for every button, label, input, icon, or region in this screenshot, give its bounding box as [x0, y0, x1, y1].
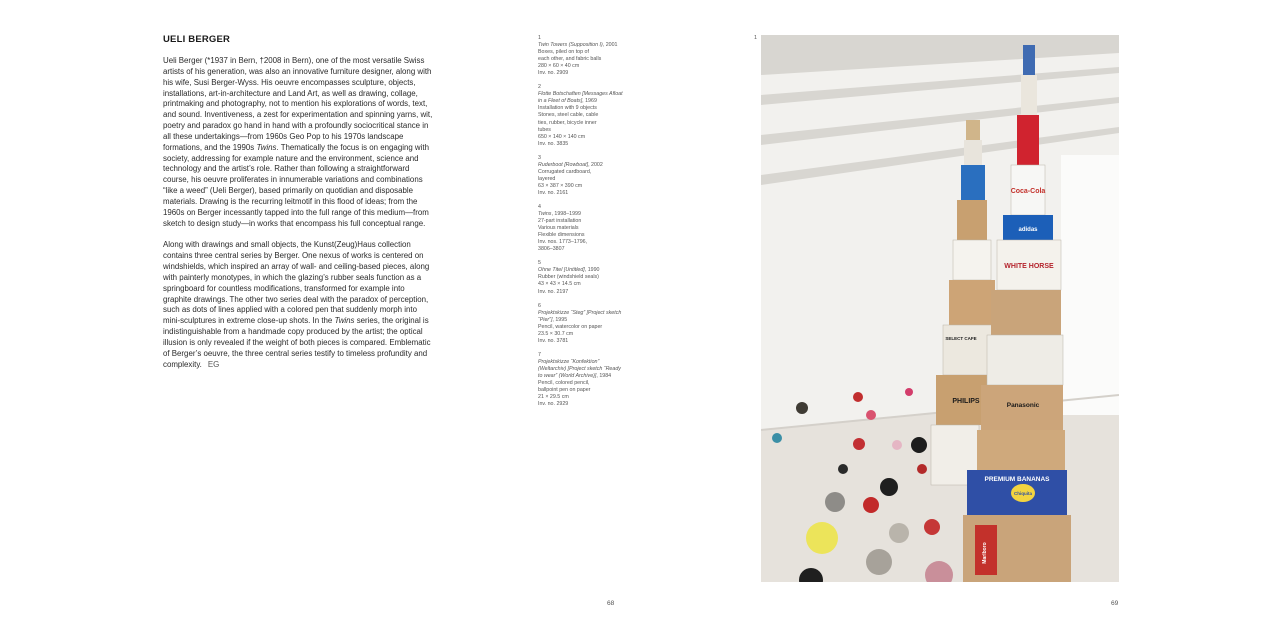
page-number-left: 68 [607, 600, 615, 607]
caption-line: 63 × 387 × 390 cm [538, 182, 583, 189]
caption-line: ballpoint pen on paper [538, 387, 591, 394]
box-label-chiquita: Chiquita [1014, 491, 1032, 496]
figure-number: 1 [754, 35, 758, 41]
caption-date: , 2001 [602, 42, 618, 49]
caption-title: Ohne Titel [Untitled] [538, 267, 585, 274]
caption-line: 3806–3807 [538, 246, 565, 253]
caption-line: 27-part installation [538, 218, 582, 225]
caption-title: Twin Towers (Supposition I) [538, 42, 603, 49]
box-label-coca-cola: Coca-Cola [1010, 188, 1046, 195]
caption-line: 280 × 60 × 40 cm [538, 63, 580, 70]
caption-line: Boxes, piled on top of [538, 49, 589, 56]
caption-date: , 1990 [584, 267, 600, 274]
caption-line: Installation with 9 objects [538, 105, 597, 112]
caption-date: , 2002 [588, 161, 603, 168]
box-label-panasonic: Panasonic [1006, 402, 1040, 409]
essay-body [163, 56, 435, 381]
box-label-select-cafe: SELECT CAFE [945, 336, 977, 341]
caption-number: 4 [538, 203, 541, 210]
caption-line: Rubber (windshield seals) [538, 274, 599, 281]
caption-line: Inv. no. 2909 [538, 70, 569, 77]
caption-date: , 1998–1999 [551, 211, 581, 218]
caption-date: , 1969 [582, 98, 597, 105]
caption-5 [538, 260, 624, 295]
box-label-adidas: adidas [1018, 227, 1038, 233]
paragraph-2-text-a: Along with drawings and small objects, the Kunst(Zeug)Haus collection contains three central series by Berger. One nexus of works is centered on windshields, which inspired an array of wall- and ceiling-based pieces, along with painterly monotypes, in which the glazing’s rubber seals function as a springboard for countless modifications, transformed for example into graphite drawings. The other two series deal with the paradox of perception, such as dots of lines applied with a colored pen that suddenly morph into mini-sculptures in extreme close-up shots. In the [163, 240, 430, 326]
caption-title: Twins [538, 211, 552, 218]
caption-line: Inv. nos. 1773–1796, [538, 239, 588, 246]
caption-3 [538, 155, 624, 197]
caption-line: 23.5 × 30.7 cm [538, 330, 574, 337]
caption-line: Inv. no. 2161 [538, 189, 569, 196]
caption-column [538, 35, 624, 415]
caption-date: , 1984 [596, 372, 612, 379]
caption-2 [538, 84, 624, 147]
caption-number: 1 [538, 35, 541, 41]
caption-line: layered [538, 175, 556, 182]
box-label-white-horse: WHITE HORSE [1004, 263, 1054, 270]
paragraph-1-text-b: . Thematically the focus is on engaging with society, addressing for example nature and the environment, science and technology and the artist’s role. Rather than following a straightforward course, his oeuvre proliferates in innumerable variations and combinations “like a weed” (Ueli Berger), based primarily on quotidian and disposable materials. Drawing is the recurring leitmotif in this flood of ideas; from the 1960s on Berger incessantly tapped into the full range of this medium—from sketch to design study—in works that encompass his full conceptual range. [163, 142, 429, 228]
installation-photo-drawing [761, 35, 1119, 582]
caption-number: 2 [538, 84, 541, 91]
caption-line: Inv. no. 3835 [538, 140, 569, 147]
caption-line: Flexible dimensions [538, 232, 585, 239]
caption-line: Pencil, watercolor on paper [538, 323, 603, 330]
caption-date: , 1995 [552, 316, 568, 323]
paragraph-2-text-b: series, the original is indistinguishable from a handmade copy produced by the artist; the optical illusion is only revealed if the weight of both pieces is compared. Emblematic of Berger’s oeuvre, the three central series testify to timeless profundity and complexity. [163, 316, 431, 369]
caption-number: 5 [538, 260, 541, 267]
caption-line: 43 × 43 × 14.5 cm [538, 281, 581, 288]
caption-number: 6 [538, 302, 541, 309]
caption-title: Ruderboot [Rowboat] [538, 161, 589, 168]
caption-1 [538, 35, 624, 77]
essay-paragraph-1 [163, 56, 435, 230]
paragraph-1-text-a: Ueli Berger (*1937 in Bern, †2008 in Bern), one of the most versatile Swiss artists of his generation, was also an innovative furniture designer, along with his wife, Susi Berger-Wyss. His oeuvre encompasses sculpture, objects, installations, art-in-architecture and Land Art, as well as drawing, collage, printmaking and photography, not to mention his explorations of words, text, and sound. Inventiveness, a zest for experimentation and spinning yarns, wit, poetry and paradox go hand in hand with a profoundly sociocritical stance in all these undertakings—from 1960s Geo Pop to his 1970s landscape formations, and the 1990s [163, 56, 433, 152]
box-label-philips: PHILIPS [952, 398, 980, 405]
installation-photo [761, 35, 1119, 582]
caption-line: Pencil, colored pencil, [538, 380, 590, 387]
right-page [640, 0, 1280, 640]
caption-line: 650 × 140 × 140 cm [538, 133, 586, 140]
caption-title: Projektskizze “Konfektion” (Weltarchiv) [Project sketch “Ready to wear” (World Archive)] [538, 358, 621, 379]
paragraph-2-italic: Twins [334, 316, 355, 326]
caption-number: 7 [538, 351, 541, 358]
caption-line: Inv. no. 3781 [538, 337, 569, 344]
section-heading: UELI BERGER [163, 34, 231, 45]
box-label-marlboro: Marlboro [982, 542, 988, 564]
caption-line: Various materials [538, 225, 579, 232]
caption-line: Stones, steel cable, cable [538, 112, 599, 119]
caption-line: tubes [538, 126, 551, 133]
paragraph-1-italic: Twins [256, 142, 277, 152]
caption-line: 21 × 29.5 cm [538, 394, 569, 401]
caption-7 [538, 352, 624, 408]
caption-line: ties, rubber, bicycle inner [538, 119, 597, 126]
page-number-right: 69 [1111, 600, 1119, 607]
caption-line: Inv. no. 2929 [538, 401, 569, 408]
box-label-premium-bananas: PREMIUM BANANAS [984, 476, 1050, 483]
caption-6 [538, 303, 624, 345]
window [1061, 155, 1119, 415]
essay-paragraph-2 [163, 240, 435, 370]
caption-title: Flotte Botschaften [Messages Afloat in a Fleet of Boats] [538, 91, 623, 105]
caption-line: each other, and fabric balls [538, 56, 602, 63]
caption-line: Corrugated cardboard, [538, 168, 592, 175]
caption-4 [538, 204, 624, 253]
author-initials: EG [207, 359, 220, 369]
caption-line: Inv. no. 2197 [538, 288, 569, 295]
caption-title: Projektskizze “Steg” [Project sketch “Pier”] [538, 309, 622, 323]
caption-number: 3 [538, 154, 541, 161]
